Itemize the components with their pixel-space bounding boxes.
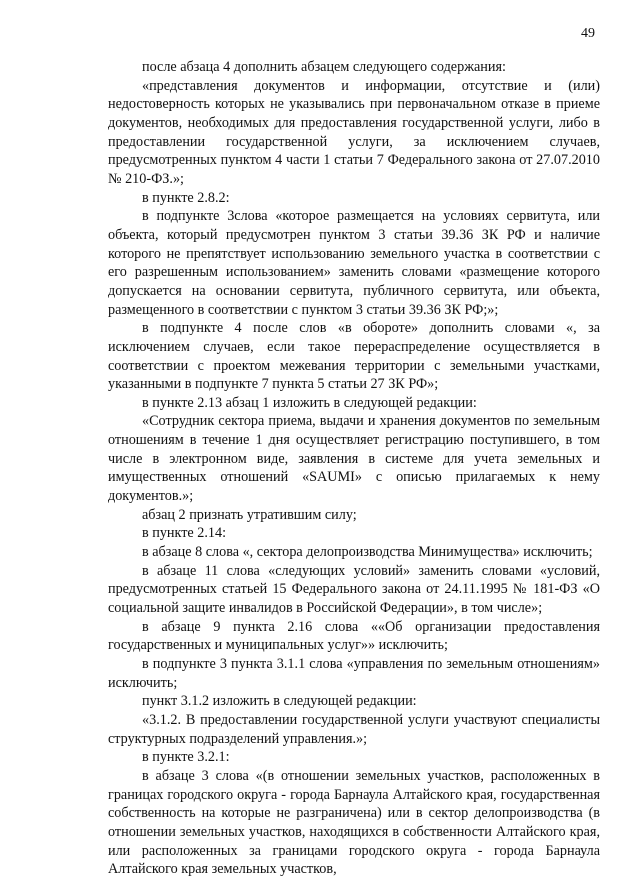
paragraph: «3.1.2. В предоставлении государственной услуги участвуют специалисты структурных подразделений управления.»; bbox=[108, 711, 600, 747]
paragraph: «Сотрудник сектора приема, выдачи и хранения документов по земельным отношениям в течение 1 дня осуществляет регистрацию поступившего, в том числе в электронном виде, заявления в системе для учета земельных и имущественных отношений «SAUMI» с описью прилагаемых к нему документов.»; bbox=[108, 413, 600, 505]
paragraph: «представления документов и информации, отсутствие и (или) недостоверность которых не указывались при первоначальном отказе в приеме документов, необходимых для предоставления государственной услуги, либо в предоставлении государственной услуги, за исключением случаев, предусмотренных пунктом 4 части 1 статьи 7 Федерального закона от 27.07.2010 № 210-ФЗ.»; bbox=[108, 77, 600, 187]
paragraph: в пункте 3.2.1: bbox=[142, 749, 230, 766]
paragraph: в пункте 2.8.2: bbox=[142, 189, 230, 206]
paragraph: в пункте 2.14: bbox=[142, 525, 227, 542]
paragraph: в абзаце 11 слова «следующих условий» заменить словами «условий, предусмотренных статьей 15 Федерального закона от 24.11.1995 № 181-ФЗ «О социальной защите инвалидов в Российской Федерации», в том числе»; bbox=[108, 562, 600, 617]
paragraph: в подпункте 3слова «которое размещается на условиях сервитута, или объекта, который предусмотрен пунктом 3 статьи 39.36 ЗК РФ и наличие которого не препятствует использованию земельного участка в соответствии с его разрешенным использованием» заменить словами «размещение которого допускается на основании сервитута, публичного сервитута, или объекта, размещенного в соответствии с пунктом 3 статьи 39.36 ЗК РФ;»; bbox=[108, 208, 600, 318]
paragraph: в пункте 2.13 абзац 1 изложить в следующей редакции: bbox=[142, 394, 477, 411]
paragraph: после абзаца 4 дополнить абзацем следующего содержания: bbox=[142, 59, 506, 75]
paragraph: в подпункте 3 пункта 3.1.1 слова «управления по земельным отношениям» исключить; bbox=[108, 656, 600, 691]
paragraph: абзац 2 признать утратившим силу; bbox=[142, 506, 357, 523]
document-body bbox=[108, 58, 600, 879]
paragraph: в абзаце 3 слова «(в отношении земельных участков, расположенных в границах городского округа - города Барнаула Алтайского края, государственная собственность на которые не разграничена) или в сектор делопроизводства (в отношении земельных участков, находящихся в собственности Алтайского края, или расположенных за границами городского округа - города Барнаула Алтайского края земельных участков, bbox=[108, 767, 600, 878]
paragraph: в абзаце 8 слова «, сектора делопроизводства Минимущества» исключить; bbox=[142, 544, 593, 561]
page-number: 49 bbox=[581, 26, 595, 41]
paragraph: в абзаце 9 пункта 2.16 слова ««Об организации предоставления государственных и муниципальных услуг»» исключить; bbox=[108, 618, 600, 654]
paragraph: в подпункте 4 после слов «в обороте» дополнить словами «, за исключением случаев, если такое перераспределение осуществляется в соответствии с проектом межевания территории с земельными участками, указанными в подпункте 7 пункта 5 статьи 27 ЗК РФ»; bbox=[108, 320, 600, 393]
paragraph: пункт 3.1.2 изложить в следующей редакции: bbox=[142, 693, 417, 710]
